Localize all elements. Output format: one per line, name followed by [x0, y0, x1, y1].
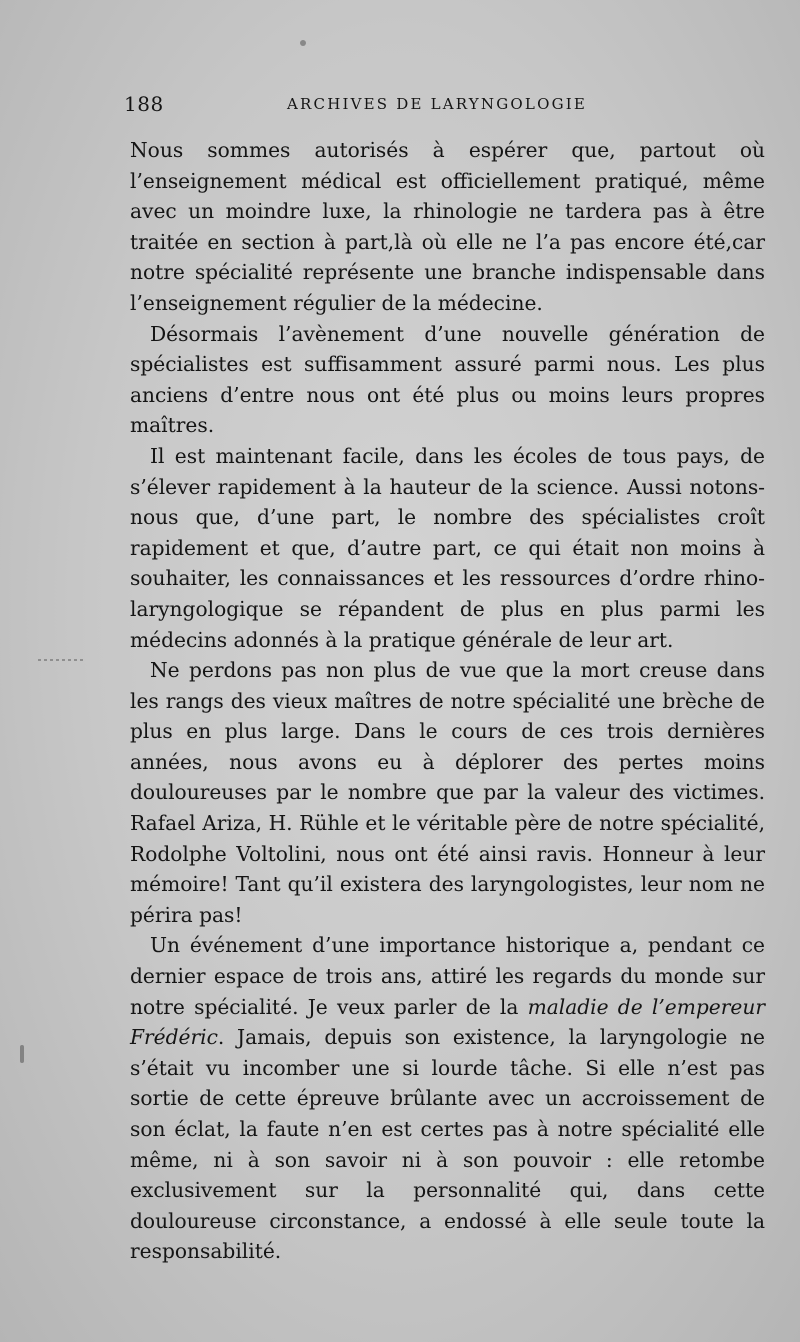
paragraph-3: Il est maintenant facile, dans les écoles de tous pays, de s’élever rapidement à la hauteur de la science. Aussi notons-nous que, d’une part, le nombre des spécialistes croît rapidement et que, d’autre part, ce qui était non moins à souhaiter, les connaissances et les ressources d’ordre rhino-laryngologique se répandent de plus en plus parmi les médecins adonnés à la pratique générale de leur art.	[130, 443, 765, 652]
paragraph-5-text-before: Un événement d’une importance historique a, pendant ce dernier espace de trois ans, attiré les regards du monde sur notre spécialité. Je veux parler de la	[130, 933, 765, 1019]
body-text	[130, 135, 765, 1267]
paragraph-5-italic-phrase: maladie de l’empereur Frédéric	[130, 994, 765, 1050]
paragraph-5	[130, 930, 765, 1267]
running-title: ARCHIVES DE LARYNGOLOGIE	[287, 95, 588, 113]
paragraph-4: Ne perdons pas non plus de vue que la mort creuse dans les rangs des vieux maîtres de notre spécialité une brèche de plus en plus large. Dans le cours de ces trois dernières années, nous avons eu à déplorer des pertes moins douloureuses par le nombre que par la valeur des victimes. Rafael Ariza, H. Rühle et le véritable père de notre spécialité, Rodolphe Voltolini, nous ont été ainsi ravis. Honneur à leur mémoire! Tant qu’il existera des laryngologistes, leur nom ne périra pas!	[130, 658, 765, 927]
page-number: 188	[124, 92, 164, 116]
margin-mark	[36, 650, 90, 670]
scan-speck	[20, 1045, 24, 1063]
paragraph-5-text-after: . Jamais, depuis son existence, la laryngologie ne s’était vu incomber une si lourde tâche. Si elle n’est pas sortie de cette épreuve brûlante avec un accroissement de son éclat, la faute n’en est certes pas à notre spécialité elle même, ni à son savoir ni à son pouvoir : elle retombe exclusivement sur la personnalité qui, dans cette douloureuse circonstance, a endossé à elle seule toute la responsabilité.	[130, 1025, 765, 1264]
page-header	[124, 92, 764, 122]
scan-speck	[300, 40, 306, 46]
paragraph-1: Nous sommes autorisés à espérer que, partout où l’enseignement médical est officiellement pratiqué, même avec un moindre luxe, la rhinologie ne tardera pas à être traitée en section à part,là où elle ne l’a pas encore été,car notre spécialité représente une branche indispensable dans l’enseignement régulier de la médecine.	[130, 138, 765, 315]
paragraph-2: Désormais l’avènement d’une nouvelle génération de spécialistes est suffisamment assuré parmi nous. Les plus anciens d’entre nous ont été plus ou moins leurs propres maîtres.	[130, 321, 765, 438]
